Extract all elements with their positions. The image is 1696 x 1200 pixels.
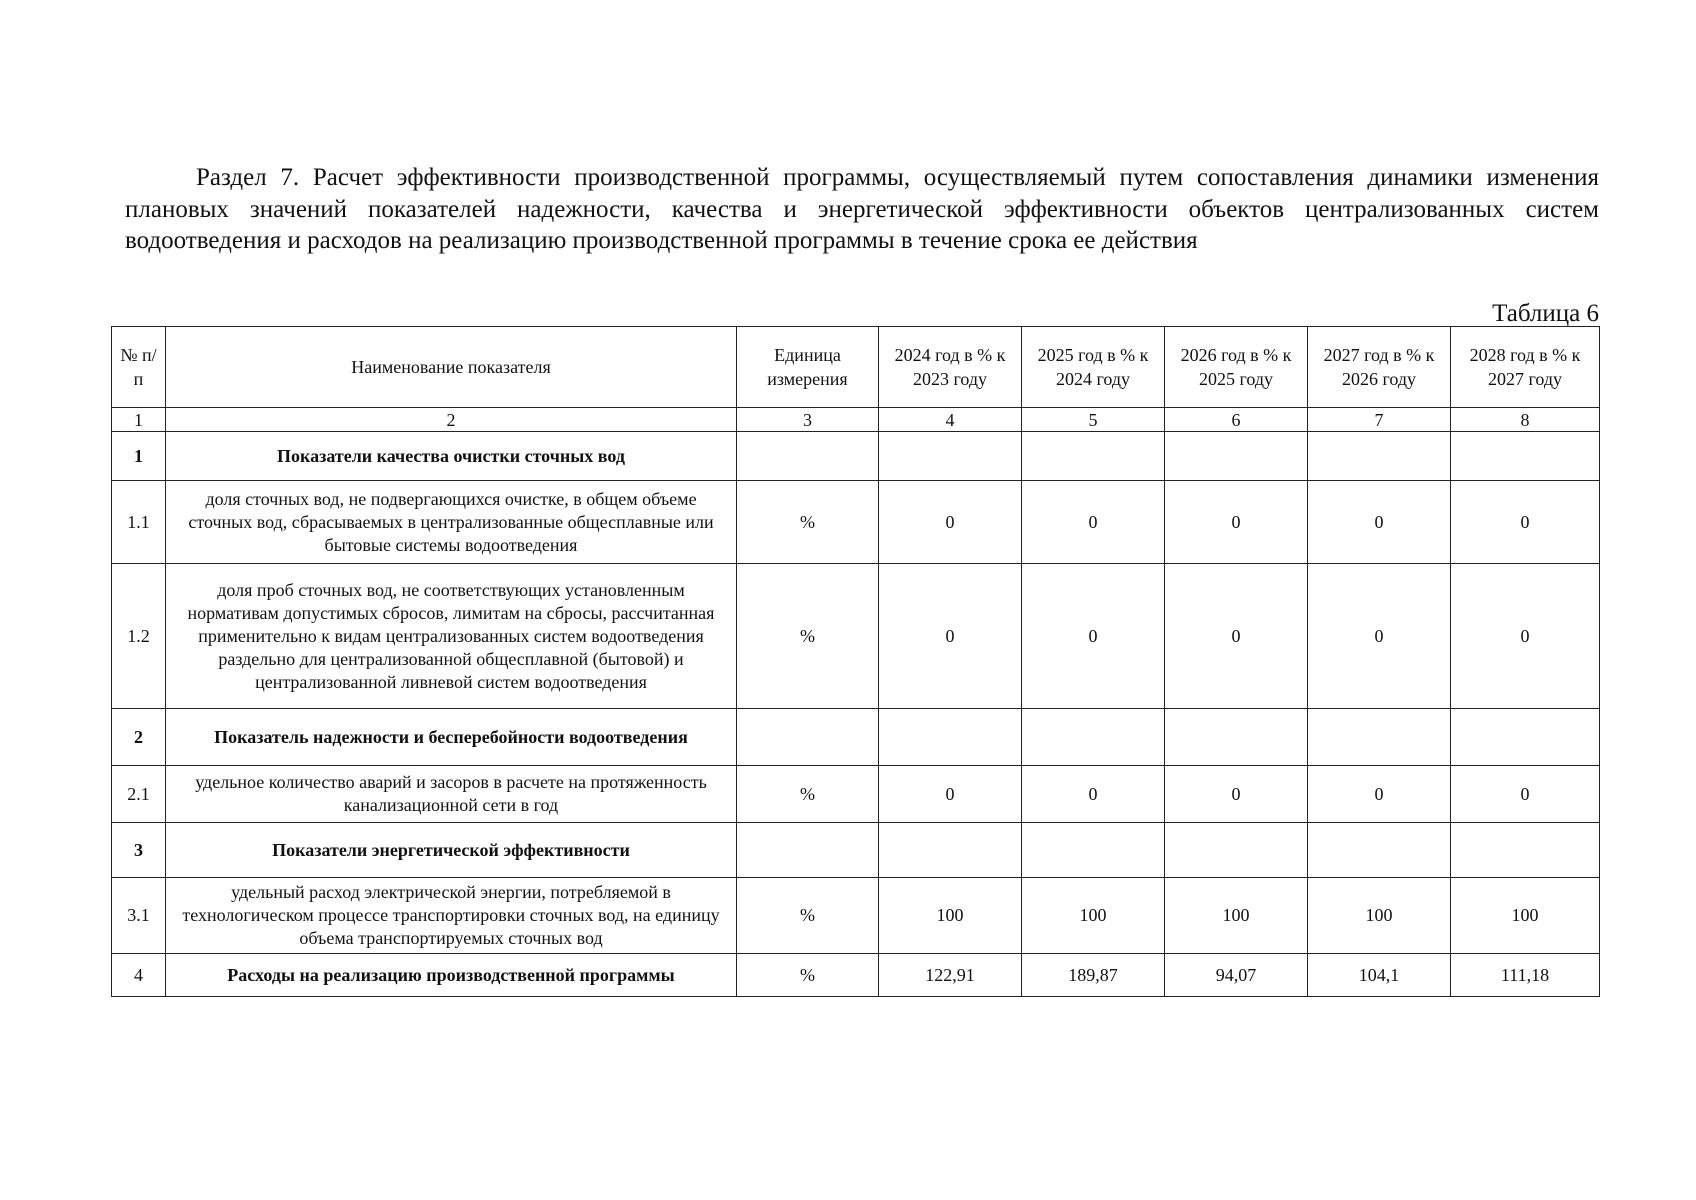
value-2028: 0	[1451, 564, 1600, 709]
value-2024: 0	[879, 564, 1022, 709]
group-row	[112, 823, 1600, 878]
empty-cell	[1165, 709, 1308, 766]
empty-cell	[1308, 432, 1451, 481]
row-num: 1.1	[112, 481, 166, 564]
value-2027: 100	[1308, 878, 1451, 954]
column-number: 5	[1022, 408, 1165, 432]
empty-cell	[879, 432, 1022, 481]
value-2026: 0	[1165, 481, 1308, 564]
indicator-name: удельное количество аварий и засоров в расчете на протяженность канализационной сети в год	[166, 766, 737, 823]
group-title: Показатель надежности и бесперебойности водоотведения	[166, 709, 737, 766]
value-2024: 122,91	[879, 954, 1022, 997]
column-numbers-row	[112, 408, 1600, 432]
row-num: 3	[112, 823, 166, 878]
row-num: 2.1	[112, 766, 166, 823]
table-row	[112, 766, 1600, 823]
header-2026: 2026 год в % к 2025 году	[1165, 327, 1308, 408]
value-2026: 100	[1165, 878, 1308, 954]
unit-cell: %	[737, 766, 879, 823]
unit-cell: %	[737, 481, 879, 564]
row-num: 3.1	[112, 878, 166, 954]
column-number: 6	[1165, 408, 1308, 432]
empty-cell	[1308, 709, 1451, 766]
row-num: 4	[112, 954, 166, 997]
value-2028: 0	[1451, 766, 1600, 823]
header-row	[112, 327, 1600, 408]
group-title: Показатели качества очистки сточных вод	[166, 432, 737, 481]
column-number: 8	[1451, 408, 1600, 432]
value-2026: 0	[1165, 766, 1308, 823]
group-row	[112, 432, 1600, 481]
empty-cell	[1022, 709, 1165, 766]
empty-cell	[879, 823, 1022, 878]
value-2027: 0	[1308, 766, 1451, 823]
empty-cell	[1022, 432, 1165, 481]
value-2025: 0	[1022, 766, 1165, 823]
value-2024: 0	[879, 481, 1022, 564]
value-2027: 0	[1308, 564, 1451, 709]
value-2028: 111,18	[1451, 954, 1600, 997]
empty-cell	[737, 823, 879, 878]
table-row	[112, 878, 1600, 954]
value-2025: 189,87	[1022, 954, 1165, 997]
column-number: 2	[166, 408, 737, 432]
indicator-name: доля проб сточных вод, не соответствующих установленным нормативам допустимых сбросов, лимитам на сбросы, рассчитанная применительно к видам централизованных систем водоотведения раздельно для централизованной общесплавной (бытовой) и централизованной ливневой систем водоотведения	[166, 564, 737, 709]
value-2028: 100	[1451, 878, 1600, 954]
row-num: 1.2	[112, 564, 166, 709]
value-2026: 0	[1165, 564, 1308, 709]
column-number: 7	[1308, 408, 1451, 432]
header-2028: 2028 год в % к 2027 году	[1451, 327, 1600, 408]
table-caption: Таблица 6	[1492, 300, 1599, 327]
column-number: 4	[879, 408, 1022, 432]
indicator-name: Расходы на реализацию производственной программы	[166, 954, 737, 997]
header-2027: 2027 год в % к 2026 году	[1308, 327, 1451, 408]
table-row	[112, 564, 1600, 709]
value-2028: 0	[1451, 481, 1600, 564]
indicators-table	[111, 326, 1600, 997]
header-unit: Единица измерения	[737, 327, 879, 408]
row-num: 1	[112, 432, 166, 481]
empty-cell	[1451, 432, 1600, 481]
value-2027: 104,1	[1308, 954, 1451, 997]
value-2025: 0	[1022, 564, 1165, 709]
value-2024: 100	[879, 878, 1022, 954]
header-num: № п/п	[112, 327, 166, 408]
indicator-name: доля сточных вод, не подвергающихся очистке, в общем объеме сточных вод, сбрасываемых в централизованные общесплавные или бытовые системы водоотведения	[166, 481, 737, 564]
unit-cell: %	[737, 878, 879, 954]
value-2027: 0	[1308, 481, 1451, 564]
empty-cell	[879, 709, 1022, 766]
empty-cell	[1451, 823, 1600, 878]
unit-cell: %	[737, 564, 879, 709]
empty-cell	[737, 432, 879, 481]
table-row	[112, 954, 1600, 997]
empty-cell	[737, 709, 879, 766]
value-2025: 0	[1022, 481, 1165, 564]
row-num: 2	[112, 709, 166, 766]
unit-cell: %	[737, 954, 879, 997]
empty-cell	[1451, 709, 1600, 766]
value-2026: 94,07	[1165, 954, 1308, 997]
column-number: 1	[112, 408, 166, 432]
empty-cell	[1022, 823, 1165, 878]
header-2025: 2025 год в % к 2024 году	[1022, 327, 1165, 408]
group-row	[112, 709, 1600, 766]
column-number: 3	[737, 408, 879, 432]
header-name: Наименование показателя	[166, 327, 737, 408]
header-2024: 2024 год в % к 2023 году	[879, 327, 1022, 408]
value-2025: 100	[1022, 878, 1165, 954]
group-title: Показатели энергетической эффективности	[166, 823, 737, 878]
indicator-name: удельный расход электрической энергии, потребляемой в технологическом процессе транспортировки сточных вод, на единицу объема транспортируемых сточных вод	[166, 878, 737, 954]
empty-cell	[1165, 432, 1308, 481]
empty-cell	[1165, 823, 1308, 878]
table-row	[112, 481, 1600, 564]
empty-cell	[1308, 823, 1451, 878]
value-2024: 0	[879, 766, 1022, 823]
section-heading: Раздел 7. Расчет эффективности производственной программы, осуществляемый путем сопоставления динамики изменения плановых значений показателей надежности, качества и энергетической эффективности объектов централизованных систем водоотведения и расходов на реализацию производственной программы в течение срока ее действия	[125, 164, 1599, 254]
